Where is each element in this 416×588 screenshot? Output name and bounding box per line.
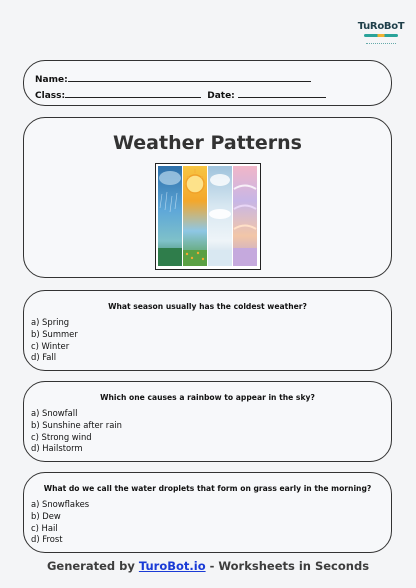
turobot-link[interactable]: TuroBot.io [138,559,206,573]
date-field[interactable] [238,88,326,98]
name-field[interactable] [68,72,311,82]
date-label: Date: [207,91,235,101]
option-b[interactable]: b) Sunshine after rain [31,419,122,430]
logo-text: TuRoBoT [357,21,405,32]
question-text: What season usually has the coldest weather? [108,302,307,311]
footer-prefix: Generated by [46,559,139,573]
option-c[interactable]: c) Hail [31,522,58,533]
class-label: Class: [35,91,66,101]
question-text: What do we call the water droplets that form on grass early in the morning? [43,484,372,493]
option-a[interactable]: a) Snowflakes [31,499,90,509]
options-list [31,499,89,546]
worksheet-title: Weather Patterns [113,132,302,154]
name-label: Name: [35,75,68,85]
weather-illustration-svg [156,164,259,268]
option-a[interactable]: a) Spring [31,317,70,327]
option-b[interactable]: b) Summer [31,328,78,339]
option-d[interactable]: d) Fall [31,352,57,363]
option-d[interactable]: d) Frost [31,534,63,545]
class-field[interactable] [65,88,201,98]
option-d[interactable]: d) Hailstorm [31,443,83,454]
weather-illustration [155,163,261,270]
question-box-1 [23,290,392,371]
options-list [31,317,78,364]
title-box [23,117,392,278]
turobot-logo [357,21,405,47]
options-list [31,408,122,455]
question-text: Which one causes a rainbow to appear in the sky? [100,393,315,402]
question-box-3 [23,472,392,553]
option-c[interactable]: c) Strong wind [31,431,92,442]
question-box-2 [23,381,392,462]
name-row [35,72,311,85]
class-date-row [35,88,326,101]
footer [0,559,416,573]
footer-suffix: - Worksheets in Seconds [205,559,370,573]
option-b[interactable]: b) Dew [31,510,61,521]
option-c[interactable]: c) Winter [31,340,70,351]
student-info-box [23,60,392,106]
logo-dots [366,39,396,44]
option-a[interactable]: a) Snowfall [31,408,78,418]
logo-underline [364,34,398,37]
